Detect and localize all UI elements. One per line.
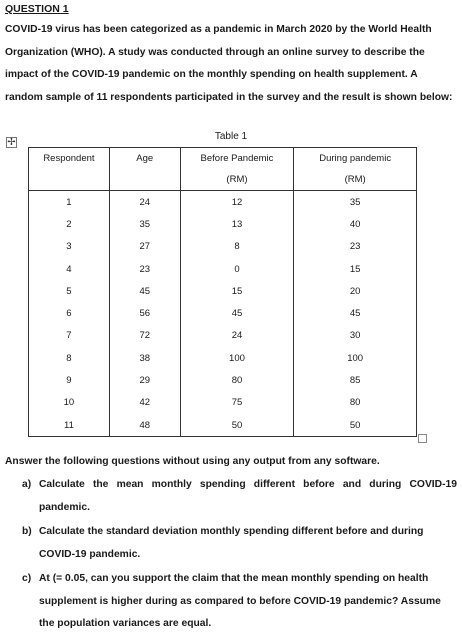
cell-respondent: 1 bbox=[29, 191, 110, 214]
table-row bbox=[29, 258, 417, 280]
cell-during: 85 bbox=[294, 369, 417, 391]
cell-before: 50 bbox=[180, 414, 294, 437]
cell-during: 30 bbox=[294, 325, 417, 347]
instructions-text: Answer the following questions without using any output from any software. bbox=[5, 456, 380, 467]
question-c bbox=[5, 568, 457, 636]
header-before: Before Pandemic bbox=[180, 148, 294, 170]
cell-during: 100 bbox=[294, 347, 417, 369]
cell-respondent: 3 bbox=[29, 236, 110, 258]
cell-respondent: 2 bbox=[29, 213, 110, 235]
cell-before: 45 bbox=[180, 302, 294, 324]
question-c-marker: c) bbox=[22, 573, 32, 584]
cell-respondent: 7 bbox=[29, 325, 110, 347]
cell-before: 8 bbox=[180, 236, 294, 258]
table-row bbox=[29, 280, 417, 302]
cell-age: 23 bbox=[109, 258, 180, 280]
cell-before: 0 bbox=[180, 258, 294, 280]
cell-age: 42 bbox=[109, 392, 180, 414]
cell-respondent: 5 bbox=[29, 280, 110, 302]
cell-age: 27 bbox=[109, 236, 180, 258]
cell-before: 15 bbox=[180, 280, 294, 302]
table-row bbox=[29, 347, 417, 369]
question-b-text: Calculate the standard deviation monthly spending different before and during COVID-19 pandemic. bbox=[39, 526, 424, 560]
cell-during: 50 bbox=[294, 414, 417, 437]
cell-during: 80 bbox=[294, 392, 417, 414]
question-heading: QUESTION 1 bbox=[5, 3, 69, 15]
cell-before: 75 bbox=[180, 392, 294, 414]
table-caption: Table 1 bbox=[214, 131, 248, 142]
header-before-unit: (RM) bbox=[180, 169, 294, 191]
question-b-marker: b) bbox=[22, 526, 32, 537]
cell-respondent: 8 bbox=[29, 347, 110, 369]
table-row bbox=[29, 236, 417, 258]
question-a-marker: a) bbox=[22, 479, 32, 490]
cell-before: 12 bbox=[180, 191, 294, 214]
header-during: During pandemic bbox=[294, 148, 417, 170]
cell-before: 24 bbox=[180, 325, 294, 347]
intro-paragraph: COVID-19 virus has been categorized as a pandemic in March 2020 by the World Health Organization (WHO). A study was conducted through an online survey to describe the impact of the COVID-19 pandemic on the monthly spending on health supplement. A random sample of 11 respondents participated in the survey and the result is shown below: bbox=[5, 24, 453, 103]
cell-age: 35 bbox=[109, 213, 180, 235]
table-row bbox=[29, 414, 417, 437]
table-row bbox=[29, 302, 417, 324]
cell-age: 38 bbox=[109, 347, 180, 369]
cell-during: 40 bbox=[294, 213, 417, 235]
table-row bbox=[29, 392, 417, 414]
cell-age: 56 bbox=[109, 302, 180, 324]
cell-age: 72 bbox=[109, 325, 180, 347]
question-a bbox=[5, 474, 457, 519]
question-list bbox=[5, 474, 457, 638]
question-b bbox=[5, 521, 457, 566]
cell-before: 80 bbox=[180, 369, 294, 391]
data-table bbox=[28, 147, 417, 437]
cell-during: 20 bbox=[294, 280, 417, 302]
cell-respondent: 10 bbox=[29, 392, 110, 414]
table-resize-handle[interactable] bbox=[418, 434, 427, 443]
cell-during: 45 bbox=[294, 302, 417, 324]
cell-age: 48 bbox=[109, 414, 180, 437]
table-body bbox=[29, 191, 417, 437]
table-move-handle-icon[interactable]: ✢ bbox=[7, 137, 16, 148]
question-a-text: Calculate the mean monthly spending different before and during COVID-19 pandemic. bbox=[39, 479, 457, 513]
cell-age: 24 bbox=[109, 191, 180, 214]
header-respondent: Respondent bbox=[29, 148, 110, 170]
cell-before: 100 bbox=[180, 347, 294, 369]
cell-during: 23 bbox=[294, 236, 417, 258]
cell-during: 35 bbox=[294, 191, 417, 214]
table-row bbox=[29, 213, 417, 235]
header-age-blank bbox=[109, 169, 180, 191]
cell-during: 15 bbox=[294, 258, 417, 280]
cell-respondent: 4 bbox=[29, 258, 110, 280]
table-row bbox=[29, 369, 417, 391]
question-c-text: At (= 0.05, can you support the claim that the mean monthly spending on health supplement is higher during as compared to before COVID-19 pandemic? Assume the population variances are equal. bbox=[39, 573, 441, 629]
cell-age: 45 bbox=[109, 280, 180, 302]
cell-before: 13 bbox=[180, 213, 294, 235]
cell-respondent: 11 bbox=[29, 414, 110, 437]
table-row bbox=[29, 325, 417, 347]
header-respondent-blank bbox=[29, 169, 110, 191]
table-row bbox=[29, 191, 417, 214]
cell-respondent: 9 bbox=[29, 369, 110, 391]
header-during-unit: (RM) bbox=[294, 169, 417, 191]
cell-respondent: 6 bbox=[29, 302, 110, 324]
header-age: Age bbox=[109, 148, 180, 170]
cell-age: 29 bbox=[109, 369, 180, 391]
